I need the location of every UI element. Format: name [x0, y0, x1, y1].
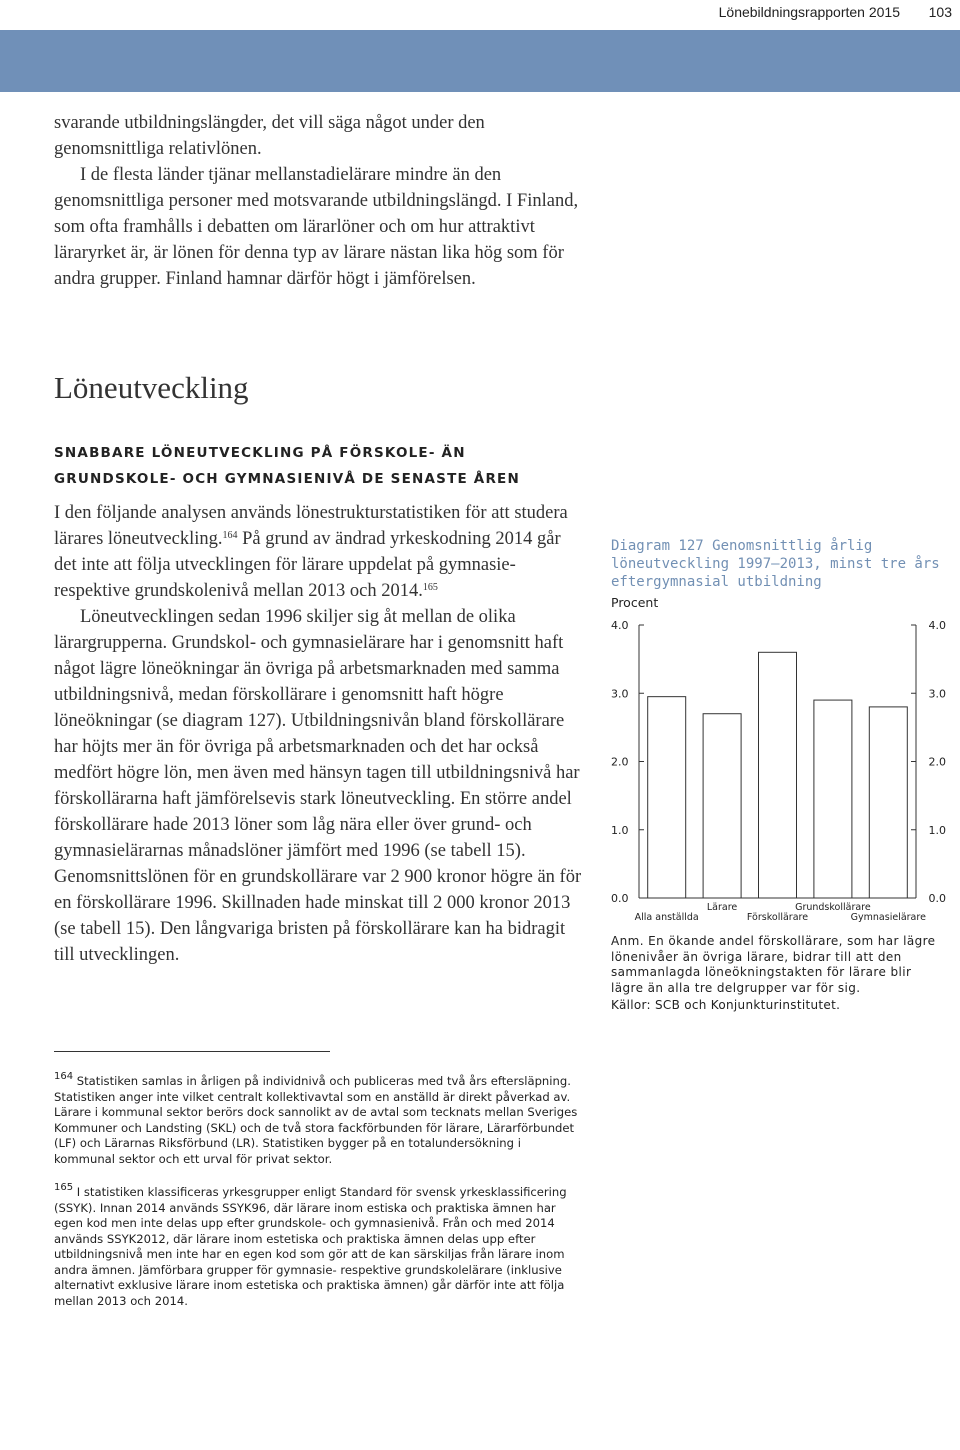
- x-category-label: Förskollärare: [746, 912, 809, 923]
- main-paragraph-1: [54, 500, 584, 604]
- y-tick-label-left: 4.0: [611, 619, 629, 632]
- footnote-ref-165[interactable]: 165: [422, 582, 438, 593]
- intro-paragraph-2: I de flesta länder tjänar mellanstadielärare mindre än den genomsnittliga personer med motsvarande utbildningslängd. I Finland, som ofta framhålls i debatten om lärarlöner och om hur attraktivt läraryrket är, är lönen för denna typ av lärare nästan lika hög som för andra grupper. Finland hamnar därför högt i jämförelsen.: [54, 165, 579, 289]
- y-tick-label-left: 0.0: [611, 892, 629, 905]
- x-category-label: Lärare: [706, 902, 738, 913]
- diagram-title: Diagram 127 Genomsnittlig årlig löneutveckling 1997–2013, minst tre års eftergymnasial utbildning: [611, 538, 940, 590]
- y-tick-label-left: 3.0: [611, 687, 629, 701]
- intro-paragraph-1: svarande utbildningslängder, det vill säga något under den genomsnittliga relativlönen.: [54, 113, 485, 159]
- page-number: 103: [928, 4, 952, 20]
- y-tick-label-right: 4.0: [928, 619, 946, 632]
- footnote-ref-164[interactable]: 164: [222, 530, 238, 541]
- diagram-header: [611, 537, 946, 610]
- footnote-number: 165: [54, 1182, 74, 1193]
- page-header: [0, 0, 960, 92]
- bar-grundskollärare: [814, 700, 852, 898]
- header-top-strip: [0, 0, 960, 30]
- bar-alla-anställda: [648, 697, 686, 898]
- bar-gymnasielärare: [869, 707, 907, 898]
- footnotes: [54, 1071, 584, 1309]
- footnote-text: Statistiken samlas in årligen på individnivå och publiceras med två års eftersläpning. Statistiken anger inte vilket centralt kollektivavtal som en anställd är direkt påverkad av. Lärare i kommunal sektor berörs dock sannolikt av de avtal som tecknats mellan Sveriges Kommuner och Landsting (SKL) och de två stora fackförbunden för lärare, Lärarförbundet (LF) och Lärarnas Riksförbund (LR). Statistiken bygger på en totalundersökning i kommunal sektor och ett urval för privat sektor.: [54, 1074, 578, 1166]
- section-subheading: SNABBARE LÖNEUTVECKLING PÅ FÖRSKOLE- ÄN GRUNDSKOLE- OCH GYMNASIENIVÅ DE SENASTE ÅREN: [54, 445, 520, 487]
- diagram-unit: Procent: [611, 595, 659, 610]
- y-tick-label-right: 2.0: [928, 755, 946, 769]
- diagram-source: Källor: SCB och Konjunkturinstitutet.: [611, 998, 841, 1012]
- footnote-text: I statistiken klassificeras yrkesgrupper enligt Standard för svensk yrkesklassificering (SSYK). Innan 2014 används SSYK96, där lärare inom estiska och praktiska ämnen har egen kod men inte delas upp efter grundskole- och gymnasienivå. Från och med 2014 används SSYK2012, där lärare inom estetiska och praktiska ämnen delas upp efter utbildningsnivå men inte har en egen kod som gör att de kan särskiljas från lärare inom andra ämnen. Jämförbara grupper för gymnasie- respektive grundskolelärare (inklusive alternativt exklusive lärare inom estetiska och praktiska ämnen) går därför inte att följa mellan 2013 och 2014.: [54, 1185, 567, 1308]
- x-category-label: Alla anställda: [634, 912, 699, 923]
- running-title: Lönebildningsrapporten 2015: [718, 4, 900, 20]
- section-title: Löneutveckling: [54, 370, 249, 405]
- main-paragraph-2: Löneutvecklingen sedan 1996 skiljer sig åt mellan de olika lärargrupperna. Grundskol- och gymnasielärare har i genomsnitt haft något lägre löneökningar än övriga på arbetsmarknaden med samma utbildningsnivå, medan förskollärare i genomsnitt haft högre löneökningar (se diagram 127). Utbildningsnivån bland förskollärare har höjts mer än för övriga på arbetsmarknaden och det har också medfört högre lön, men även med hänsyn tagen till utbildningsnivå har förskollärarna haft jämförelsevis stark löneutveckling. En större andel förskollärare hade 2013 löner som låg nära eller över grund- och gymnasielärarnas månadslöner jämfört med 1996 (se tabell 15). Genomsnittslönen för en grundskollärare var 2 900 kronor högre än för en förskollärare 1996. Skillnaden hade minskat till 2 000 kronor 2013 (se tabell 15). Den långvariga bristen på förskollärare kan ha bidragit till utvecklingen.: [54, 607, 582, 965]
- y-tick-label-right: 0.0: [928, 892, 946, 905]
- footnote-165: [54, 1182, 584, 1309]
- paragraph-1-part-a: I den följande analysen används lönestrukturstatistiken för att studera lärares löneutveckling.: [54, 503, 568, 549]
- intro-text: [54, 110, 594, 292]
- header-band: [0, 30, 960, 92]
- x-category-label: Gymnasielärare: [850, 912, 926, 923]
- x-category-label: Grundskollärare: [795, 902, 871, 913]
- y-tick-label-right: 3.0: [928, 687, 946, 701]
- main-text: [54, 500, 584, 968]
- paragraph-1-part-b: På grund av ändrad yrkeskodning 2014 går det inte att följa utvecklingen för lärare uppdelat på gymnasie- respektive grundskolenivå mellan 2013 och 2014.: [54, 529, 561, 601]
- footnote-number: 164: [54, 1071, 74, 1082]
- y-tick-label-left: 2.0: [611, 755, 629, 769]
- bar-chart: [611, 610, 946, 930]
- footnote-164: [54, 1071, 584, 1167]
- y-tick-label-left: 1.0: [611, 823, 629, 837]
- y-tick-label-right: 1.0: [928, 823, 946, 837]
- bar-förskollärare: [759, 652, 797, 898]
- bar-lärare: [703, 714, 741, 898]
- diagram-note: Anm. En ökande andel förskollärare, som har lägre lönenivåer än övriga lärare, bidrar till att den sammanlagda löneökningstakten för lärare blir lägre än alla tre delgrupper var för sig.: [611, 934, 936, 995]
- footnote-rule: [54, 1051, 330, 1052]
